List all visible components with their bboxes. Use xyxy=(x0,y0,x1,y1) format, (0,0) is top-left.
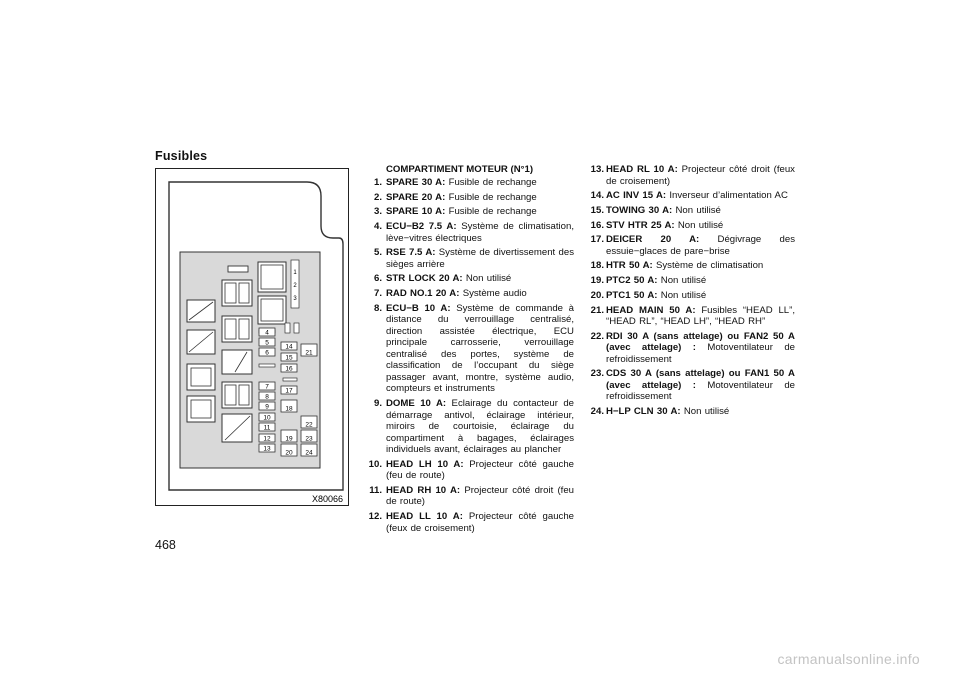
fuse-slot-top xyxy=(228,266,248,272)
fuse-slot-label: 13 xyxy=(263,445,271,453)
fuse-function: Inverseur d’alimentation AC xyxy=(669,190,788,202)
fuse-slot-label: 18 xyxy=(285,405,293,413)
fuse-function: Non utilisé xyxy=(660,275,707,287)
fuse-list-item xyxy=(367,177,574,189)
fuse-list-item xyxy=(367,221,574,244)
fuse-label: SPARE 20 A: xyxy=(386,191,446,203)
fuse-list-item xyxy=(589,234,795,257)
fuse-number: 6. xyxy=(373,273,382,285)
fuse-function: Motoventilateur de refroidissement xyxy=(606,342,796,365)
fuse-list-item xyxy=(589,260,795,272)
fuse-list-item xyxy=(589,220,795,232)
fuse-label: STV HTR 25 A: xyxy=(606,219,675,231)
fuse-slot-label: 12 xyxy=(263,435,271,443)
fuse-function: Système de climatisation xyxy=(655,260,764,272)
fuse-label: DEICER 20 A: xyxy=(606,234,700,246)
fuse-number: 2. xyxy=(373,191,382,203)
fuse-list-item xyxy=(589,190,795,202)
fuse-number: 17. xyxy=(590,234,604,246)
fuse-label: STR LOCK 20 A: xyxy=(386,273,463,285)
fuse-function: Système de divertissement des sièges arrière xyxy=(386,247,574,270)
fuse-description xyxy=(606,190,795,202)
fuse-list-item xyxy=(589,305,795,328)
fuse-description xyxy=(386,511,574,534)
fuse-description xyxy=(606,406,795,418)
fuse-description xyxy=(606,220,795,232)
fuse-slot-label: 6 xyxy=(265,349,269,357)
fuse-function: Non utilisé xyxy=(660,289,707,301)
fuse-description xyxy=(606,331,795,366)
fuse-slot-label: 23 xyxy=(305,435,313,443)
fuse-number: 12. xyxy=(368,511,382,523)
fuse-number: 3. xyxy=(373,206,382,218)
fuse-number: 16. xyxy=(590,219,604,231)
fuse-slot-label: 14 xyxy=(285,343,293,351)
fuse-list-item xyxy=(367,273,574,285)
fuse-slot-label: 11 xyxy=(263,424,271,432)
page-number: 468 xyxy=(155,538,176,552)
fuse-function: Projecteur côté droit (feu de route) xyxy=(386,484,575,508)
fuse-slot-label: 24 xyxy=(305,449,313,457)
fuse-label: HEAD RL 10 A: xyxy=(606,164,678,175)
fuse-label: HTR 50 A: xyxy=(606,260,653,272)
fuse-label: PTC2 50 A: xyxy=(606,275,658,287)
fuse-strip-label: 3 xyxy=(293,296,297,302)
fuse-list-item xyxy=(589,368,795,403)
fuse-number: 15. xyxy=(590,204,604,216)
watermark: carmanualsonline.info xyxy=(777,651,920,667)
fuse-number: 23. xyxy=(590,368,604,380)
fuse-number: 1. xyxy=(373,177,382,188)
relay-group-middle xyxy=(222,280,252,442)
fuse-list-item xyxy=(589,406,795,418)
fuse-slot-label: 10 xyxy=(263,414,271,422)
fuse-slot-label: 21 xyxy=(305,349,313,357)
fuse-description xyxy=(386,398,574,456)
fuse-list-column-2 xyxy=(589,164,795,421)
fuse-description xyxy=(606,164,795,187)
fuse-slot-label: 19 xyxy=(285,435,293,443)
fuse-number: 13. xyxy=(590,164,604,175)
fuse-label: TOWING 30 A: xyxy=(606,204,673,216)
fuse-slot-label: 17 xyxy=(285,387,293,395)
fuse-label: RAD NO.1 20 A: xyxy=(386,288,460,300)
fuse-description xyxy=(386,459,574,482)
fuse-label: HEAD LH 10 A: xyxy=(386,458,464,470)
fuse-label: AC INV 15 A: xyxy=(606,190,667,202)
fuse-list-column-1 xyxy=(367,164,574,537)
fuse-function: Eclairage du contacteur de démarrage antivol, éclairage intérieur, miroirs de courtoisie, éclairage du compartiment à bagages, éclairages individuels avant, éclairages au plancher xyxy=(386,398,574,455)
fuse-slot-label: 8 xyxy=(265,393,269,401)
fuse-slot-label: 5 xyxy=(265,339,269,347)
fuse-description xyxy=(606,290,795,302)
fuse-label: RDI 30 A (sans attelage) ou FAN2 50 A (avec attelage) : xyxy=(606,330,795,354)
fuse-number: 7. xyxy=(373,288,382,300)
fuse-slot-label: 20 xyxy=(285,449,293,457)
fuse-list-item xyxy=(367,485,574,508)
fuse-label: ECU−B2 7.5 A: xyxy=(386,221,457,233)
fuse-slot-label: 7 xyxy=(265,383,269,391)
fuse-function: Système audio xyxy=(462,288,527,300)
fuse-list-items-2 xyxy=(589,164,795,418)
fuse-list-item xyxy=(367,511,574,534)
fuse-function: Système de commande à distance du verrouillage centralisé, direction assistée électrique, ECU principale carrosserie, verrouillage centralisé des portes, système de classification de l’occupant du siège passager avant, montre, système audio, compteurs et instruments xyxy=(386,302,575,395)
fuse-description xyxy=(386,288,574,300)
fuse-description xyxy=(386,247,574,270)
fuse-list-item xyxy=(589,290,795,302)
fuse-description xyxy=(606,260,795,272)
fuse-label: HEAD LL 10 A: xyxy=(386,511,463,523)
fuse-slot-label: 4 xyxy=(265,329,269,337)
fuse-description xyxy=(606,234,795,257)
fuse-list-item xyxy=(367,206,574,218)
fuse-list-item xyxy=(367,459,574,482)
fuse-strip-label: 2 xyxy=(293,283,297,289)
fuse-number: 8. xyxy=(373,302,382,314)
fuse-list-item xyxy=(367,192,574,204)
fuse-function: Non utilisé xyxy=(677,219,724,231)
fuse-number: 19. xyxy=(590,275,604,287)
fuse-list-item xyxy=(589,275,795,287)
fuse-list-item xyxy=(367,247,574,270)
fuse-list-item xyxy=(367,303,574,395)
fuse-number: 21. xyxy=(590,304,604,316)
fuse-slot-label: 15 xyxy=(285,354,293,362)
fuse-function: Projecteur côté gauche (feux de croisement) xyxy=(386,511,575,534)
fuse-label: DOME 10 A: xyxy=(386,398,447,409)
fuse-number: 4. xyxy=(373,221,382,233)
fuse-description xyxy=(386,273,574,285)
fuse-description xyxy=(386,485,574,508)
fuse-description xyxy=(386,192,574,204)
fuse-number: 11. xyxy=(369,484,382,496)
fuse-number: 20. xyxy=(590,289,604,301)
fuse-label: HEAD RH 10 A: xyxy=(386,484,461,496)
fuse-description xyxy=(386,206,574,218)
fuse-description xyxy=(606,305,795,328)
fuse-function: Non utilisé xyxy=(683,406,730,418)
fuse-function: Fusible de rechange xyxy=(448,206,537,218)
fuse-function: Fusible de rechange xyxy=(448,191,537,203)
fuse-label: RSE 7.5 A: xyxy=(386,247,436,259)
fuse-label: PTC1 50 A: xyxy=(606,289,658,301)
fuse-label: SPARE 10 A: xyxy=(386,206,446,218)
fuse-function: Projecteur côté droit (feux de croisement) xyxy=(606,164,795,187)
fuse-number: 5. xyxy=(373,247,382,259)
fuse-number: 18. xyxy=(590,260,604,272)
fuse-description xyxy=(386,303,574,395)
fuse-description xyxy=(606,368,795,403)
fuse-slot-label: 22 xyxy=(305,421,313,429)
fuse-slot-label: 9 xyxy=(265,403,269,411)
fuse-box-diagram xyxy=(155,168,349,506)
fuse-description xyxy=(606,275,795,287)
figure-code: X80066 xyxy=(311,494,343,504)
fuse-strip-label: 1 xyxy=(293,270,297,276)
fuse-list-item xyxy=(589,164,795,187)
fuse-label: ECU−B 10 A: xyxy=(386,302,451,314)
fuse-list-item xyxy=(589,205,795,217)
fuse-number: 24. xyxy=(590,406,604,418)
fuse-label: H−LP CLN 30 A: xyxy=(606,406,681,418)
fuse-list-heading: COMPARTIMENT MOTEUR (N°1) xyxy=(386,164,534,175)
fuse-slot-label: 16 xyxy=(285,365,293,373)
fuse-function: Fusibles “HEAD LL”, “HEAD RL”, “HEAD LH”, “HEAD RH” xyxy=(606,304,795,327)
fuse-label: SPARE 30 A: xyxy=(386,177,446,188)
fuse-number: 9. xyxy=(373,398,382,409)
fuse-function: Projecteur côté gauche (feu de route) xyxy=(386,458,574,482)
fuse-function: Fusible de rechange xyxy=(448,177,537,188)
fuse-function: Dégivrage des essuie−glaces de pare−brise xyxy=(606,234,796,257)
fuse-number: 22. xyxy=(590,330,604,342)
fuse-list-item xyxy=(367,398,574,456)
fuse-list-items-1 xyxy=(367,177,574,534)
fuse-function: Non utilisé xyxy=(465,273,512,285)
fuse-box-svg xyxy=(155,168,349,506)
fuse-description xyxy=(386,221,574,244)
fuse-description xyxy=(386,177,574,189)
fuse-number: 10. xyxy=(368,458,382,470)
fuse-function: Non utilisé xyxy=(675,204,721,216)
fuse-list-item xyxy=(589,331,795,366)
fuse-list-item xyxy=(367,288,574,300)
section-title: Fusibles xyxy=(155,149,208,163)
fuse-description xyxy=(606,205,795,217)
fuse-label: HEAD MAIN 50 A: xyxy=(606,304,696,316)
fuse-label: CDS 30 A (sans attelage) ou FAN1 50 A (avec attelage) : xyxy=(606,368,795,391)
fuse-function: Système de climatisation, lève−vitres électriques xyxy=(386,221,575,244)
fuse-function: Motoventilateur de refroidissement xyxy=(606,379,796,403)
fuse-number: 14. xyxy=(590,190,604,202)
